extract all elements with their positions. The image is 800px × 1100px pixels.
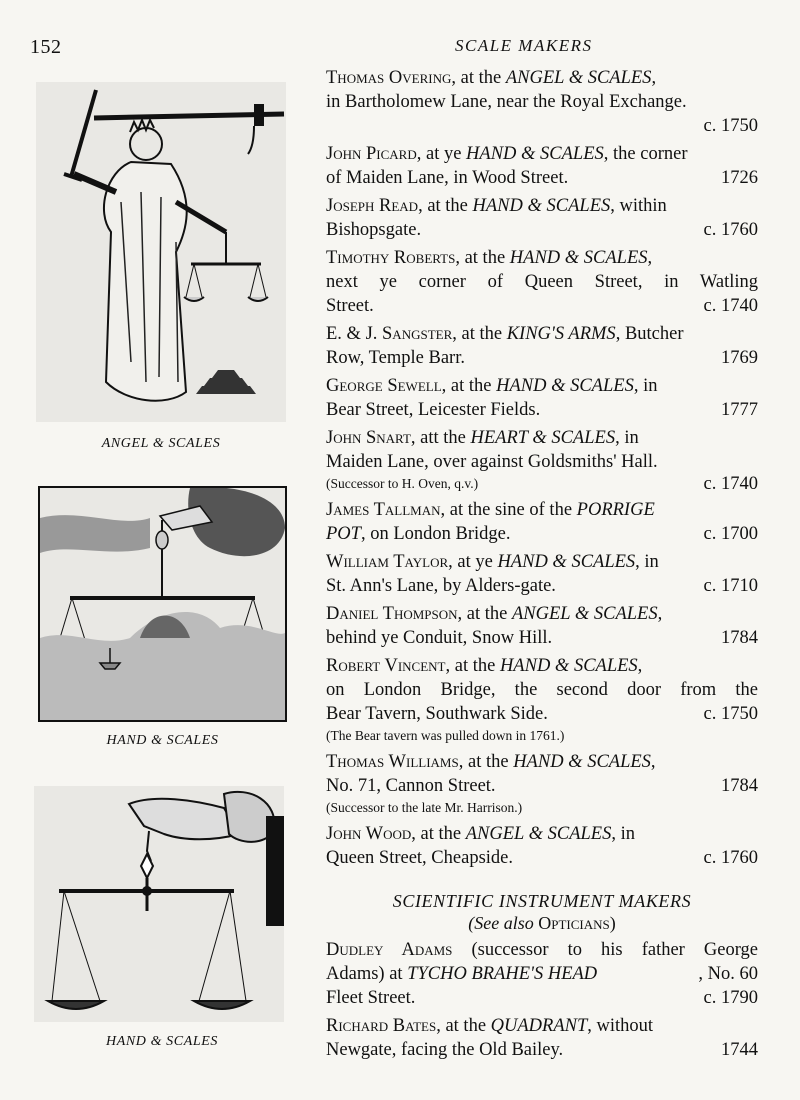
entry-text: , at the: [411, 824, 466, 844]
entry-text: , at the: [457, 604, 512, 624]
page-number: 152: [30, 36, 62, 58]
entry-text: ,: [657, 604, 663, 624]
entry-note: (Successor to the late Mr. Harrison.): [326, 800, 523, 815]
entry: [326, 246, 758, 318]
maker-name: Dudley Adams: [326, 940, 453, 960]
entry-date: 1784: [721, 776, 758, 796]
entry: [326, 194, 758, 242]
entry-address: No. 71, Cannon Street.: [326, 776, 496, 796]
entry-date-row: [326, 522, 758, 546]
entry-address: Bear Street, Leicester Fields.: [326, 400, 541, 420]
maker-name: Thomas Williams: [326, 752, 459, 772]
entry-text: ,: [650, 752, 656, 772]
entry-line: [326, 142, 758, 166]
entry-text: , at the: [451, 68, 506, 88]
shop-sign: HAND & SCALES: [513, 752, 651, 772]
entry-text: , in: [615, 428, 639, 448]
entry: [326, 322, 758, 370]
entry-note: (The Bear tavern was pulled down in 1761.): [326, 728, 565, 743]
figure-caption: ANGEL & SCALES: [101, 436, 221, 451]
entry-text: ,: [637, 656, 643, 676]
entry-date-row: [326, 1038, 758, 1062]
entry: [326, 602, 758, 650]
see-also-suffix: ): [609, 913, 616, 933]
entry-date: c. 1790: [703, 988, 758, 1008]
entry: [326, 822, 758, 870]
entry-date-row: [326, 218, 758, 242]
shop-sign: HAND & SCALES: [509, 248, 648, 268]
entry-date-row: [326, 774, 758, 798]
entry-text: , at the sine of the: [440, 500, 577, 520]
entry-line: [326, 550, 758, 574]
entry-line: [326, 498, 758, 522]
maker-name: James Tallman: [326, 500, 441, 520]
entry-text: , at the: [458, 752, 514, 772]
entry-date-row: [326, 346, 758, 370]
entry-text: , in: [633, 376, 658, 396]
entry-date: c. 1750: [703, 116, 758, 136]
entry-text: (successor to his father George: [452, 940, 759, 960]
entry-line: [326, 194, 758, 218]
entry-line: [326, 938, 758, 962]
hand-scales-illustration: [34, 786, 284, 1022]
entry-date: c. 1700: [703, 524, 758, 544]
shop-sign: ANGEL & SCALES: [511, 604, 658, 624]
angel-with-sword-and-scales-icon: [36, 82, 286, 422]
entry-line: [326, 822, 758, 846]
shop-sign: POT: [326, 524, 361, 544]
shop-sign: KING'S ARMS: [506, 324, 616, 344]
entry-text: , at the: [436, 1016, 491, 1036]
entry-text: , Butcher: [615, 324, 684, 344]
entry-note-row: [326, 798, 758, 818]
shop-sign: HAND & SCALES: [497, 552, 636, 572]
entry: [326, 498, 758, 546]
hand-from-cloud-scales-icon: [40, 488, 285, 720]
entry-date-row: [326, 166, 758, 190]
see-also-line: [326, 912, 758, 934]
entry-text: , No. 60: [698, 964, 758, 984]
entry-date: 1726: [721, 168, 758, 188]
maker-name: Thomas Overing: [326, 68, 452, 88]
entry-date-row: [326, 114, 758, 138]
entry-line: [326, 654, 758, 678]
entry: [326, 374, 758, 422]
entry-text: ,: [647, 248, 653, 268]
entry-address: Bishopsgate.: [326, 220, 422, 240]
entry-line: [326, 322, 758, 346]
maker-name: Timothy Roberts: [326, 248, 456, 268]
entry: [326, 1014, 758, 1062]
entry-address: , on London Bridge.: [360, 524, 511, 544]
entry-date-row: [326, 398, 758, 422]
entry-address: on London Bridge, the second door from the: [326, 680, 758, 700]
entry-text: , without: [587, 1016, 654, 1036]
entry-note-row: [326, 474, 758, 494]
entry: [326, 142, 758, 190]
entry: [326, 654, 758, 746]
entry-date-row: [326, 574, 758, 598]
entry-line: [326, 374, 758, 398]
entry-text: , within: [610, 196, 667, 216]
entry-address: Newgate, facing the Old Bailey.: [326, 1040, 564, 1060]
entry-line: [326, 426, 758, 450]
entry-address: Fleet Street.: [326, 988, 416, 1008]
maker-name: George Sewell: [326, 376, 442, 396]
entry-text: , at the: [455, 248, 510, 268]
entry-text: , at ye: [448, 552, 498, 572]
entry-text: , att the: [410, 428, 471, 448]
maker-name: Daniel Thompson: [326, 604, 458, 624]
maker-name: Joseph Read: [326, 196, 419, 216]
shop-sign: HEART & SCALES: [470, 428, 616, 448]
entry-text: , the corner: [603, 144, 688, 164]
entry-line: [326, 750, 758, 774]
entry-text: , at the: [452, 324, 507, 344]
shop-sign: QUADRANT: [490, 1016, 588, 1036]
entry-address: Street.: [326, 296, 374, 316]
entry-date: c. 1760: [703, 848, 758, 868]
see-also-reference: Opticians: [538, 913, 610, 933]
hand-holding-scales-icon: [34, 786, 284, 1022]
entry-date: 1784: [721, 628, 758, 648]
entry-date: c. 1740: [703, 474, 758, 494]
entry: [326, 66, 758, 138]
entry-note: (Successor to H. Oven, q.v.): [326, 476, 479, 491]
entry-line: [326, 1014, 758, 1038]
entry-line: [326, 246, 758, 270]
running-head: SCALE MAKERS: [455, 36, 593, 55]
entry-text: Adams) at: [326, 964, 408, 984]
entry-address: next ye corner of Queen Street, in Watling: [326, 272, 758, 292]
entry-text: , at ye: [416, 144, 467, 164]
shop-sign: HAND & SCALES: [496, 376, 634, 396]
entry: [326, 938, 758, 1010]
entry-date-row: [326, 702, 758, 726]
entry-date: c. 1760: [703, 220, 758, 240]
entry-address: Maiden Lane, over against Goldsmiths' Hall.: [326, 452, 658, 472]
shop-sign: PORRIGE: [576, 500, 655, 520]
entry-text: ,: [651, 68, 657, 88]
entry-date: c. 1750: [703, 704, 758, 724]
maker-name: John Wood: [326, 824, 412, 844]
entry-date-row: [326, 846, 758, 870]
entry-line: [326, 66, 758, 90]
entry-date: 1744: [721, 1040, 758, 1060]
entry-date: 1777: [721, 400, 758, 420]
entry-date-row: [326, 294, 758, 318]
shop-sign: TYCHO BRAHE'S HEAD: [407, 964, 598, 984]
entry-date-row: [326, 986, 758, 1010]
maker-name: E. & J. Sangster: [326, 324, 453, 344]
see-also-prefix: (See also: [468, 913, 539, 933]
entry-date: c. 1740: [703, 296, 758, 316]
maker-name: Richard Bates: [326, 1016, 437, 1036]
maker-name: John Snart: [326, 428, 411, 448]
maker-name: William Taylor: [326, 552, 449, 572]
entry-address: Queen Street, Cheapside.: [326, 848, 513, 868]
directory-column: [326, 66, 758, 1066]
entry-address: in Bartholomew Lane, near the Royal Exchange.: [326, 92, 687, 112]
shop-sign: HAND & SCALES: [472, 196, 611, 216]
entry: [326, 426, 758, 494]
entry-address: Row, Temple Barr.: [326, 348, 465, 368]
entry-line: [326, 962, 758, 986]
entry-text: , in: [611, 824, 635, 844]
figure-caption: HAND & SCALES: [106, 733, 219, 748]
figure-caption: HAND & SCALES: [105, 1034, 219, 1049]
maker-name: John Picard: [326, 144, 417, 164]
entry-text: , at the: [445, 656, 500, 676]
angel-scales-illustration: [36, 82, 286, 422]
shop-sign: ANGEL & SCALES: [505, 68, 652, 88]
shop-sign: ANGEL & SCALES: [465, 824, 612, 844]
entry-address: Bear Tavern, Southwark Side.: [326, 704, 548, 724]
entry-line: [326, 602, 758, 626]
maker-name: Robert Vincent: [326, 656, 446, 676]
hand-scales-landscape-illustration: [38, 486, 287, 722]
shop-sign: HAND & SCALES: [499, 656, 638, 676]
section-heading: SCIENTIFIC INSTRUMENT MAKERS: [392, 891, 692, 911]
entry: [326, 550, 758, 598]
entry-date: c. 1710: [703, 576, 758, 596]
entry-note-row: [326, 726, 758, 746]
entry-text: , at the: [418, 196, 473, 216]
entry-text: , in: [635, 552, 659, 572]
entry: [326, 750, 758, 818]
shop-sign: HAND & SCALES: [466, 144, 604, 164]
entry-date-row: [326, 626, 758, 650]
entry-address: behind ye Conduit, Snow Hill.: [326, 628, 553, 648]
entry-address: of Maiden Lane, in Wood Street.: [326, 168, 569, 188]
entry-date: 1769: [721, 348, 758, 368]
entry-address: St. Ann's Lane, by Alders-gate.: [326, 576, 556, 596]
entry-text: , at the: [441, 376, 497, 396]
